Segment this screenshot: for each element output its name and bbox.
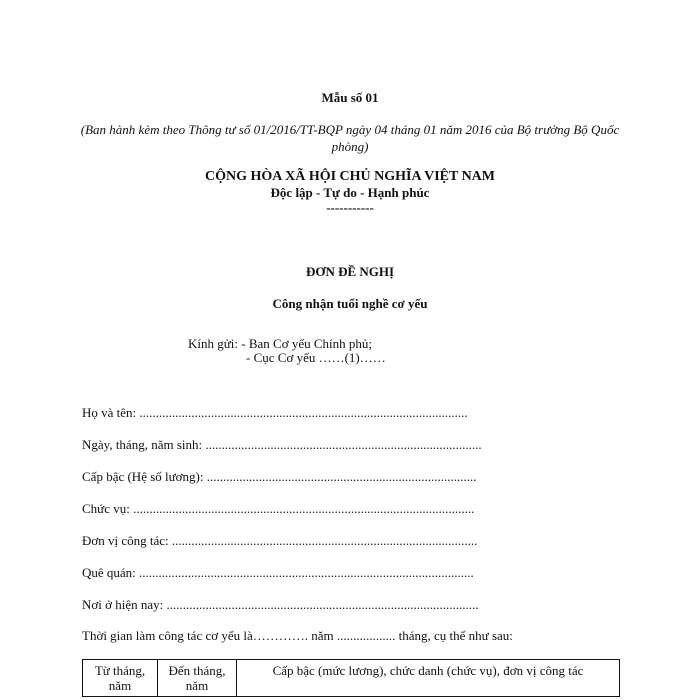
field-full-name[interactable]: Họ và tên: ..................................................................................................... [82, 405, 468, 420]
country-name: CỘNG HÒA XÃ HỘI CHỦ NGHĨA VIỆT NAM [204, 169, 495, 184]
motto-underline: ----------- [326, 200, 374, 215]
document-subtitle: Công nhận tuổi nghề cơ yếu [272, 296, 428, 311]
table-header-row [83, 660, 620, 697]
form-code: Mẫu số 01 [321, 90, 379, 105]
field-current-address[interactable]: Nơi ở hiện nay: ................................................................................................ [82, 597, 479, 612]
recipients-label: Kính gửi: [188, 336, 239, 351]
field-hometown[interactable]: Quê quán: ....................................................................................................... [82, 565, 474, 580]
field-rank-salary[interactable]: Cấp bậc (Hệ số lương): ................................................................................... [82, 469, 477, 484]
field-date-of-birth[interactable]: Ngày, tháng, năm sinh: ..................................................................................... [82, 437, 482, 452]
recipient-1: - Ban Cơ yếu Chính phủ; [241, 336, 373, 351]
national-motto: Độc lập - Tự do - Hạnh phúc [270, 185, 430, 200]
col-header-details: Cấp bậc (mức lương), chức danh (chức vụ), đơn vị công tác [237, 660, 620, 697]
col-header-to: Đến tháng, năm [158, 660, 237, 697]
field-work-unit[interactable]: Đơn vị công tác: .............................................................................................. [82, 533, 478, 548]
recipient-2: - Cục Cơ yếu ……(1)…… [246, 350, 386, 365]
field-position[interactable]: Chức vụ: ......................................................................................................... [82, 501, 475, 516]
legal-basis: (Ban hành kèm theo Thông tư số 01/2016/TT-BQP ngày 04 tháng 01 năm 2016 của Bộ trưởng Bộ Quốc phòng) [80, 122, 620, 154]
service-history-table [82, 659, 620, 697]
col-header-from: Từ tháng, năm [83, 660, 158, 697]
document-title: ĐƠN ĐỀ NGHỊ [305, 264, 395, 279]
field-service-duration[interactable]: Thời gian làm công tác cơ yếu là…………. năm .................. tháng, cụ thể như sau: [82, 628, 513, 643]
